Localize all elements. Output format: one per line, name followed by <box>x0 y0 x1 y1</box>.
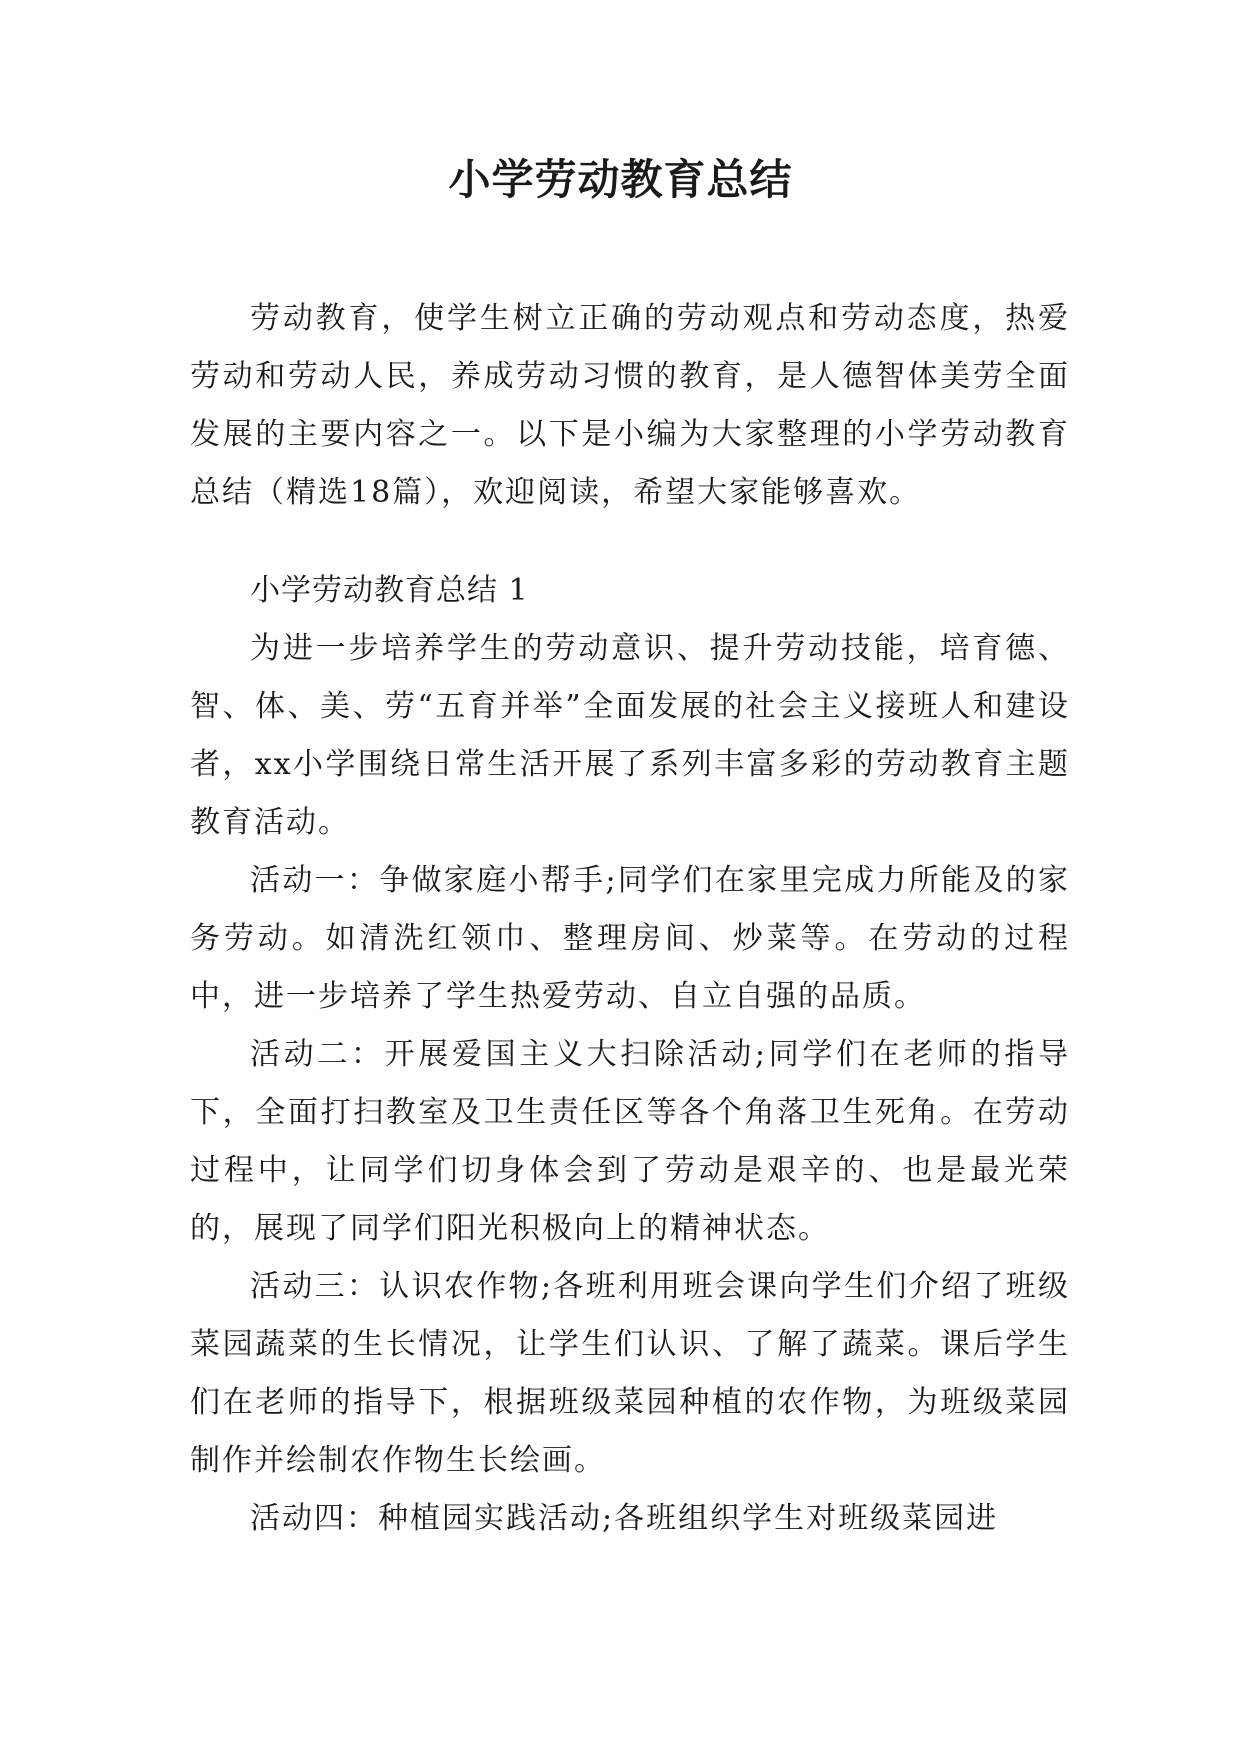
body-paragraph: 活动四：种植园实践活动;各班组织学生对班级菜园进 <box>250 1501 999 1536</box>
body-paragraph: 活动一：争做家庭小帮手;同学们在家里完成力所能及的家务劳动。如清洗红领巾、整理房间、炒菜等。在劳动的过程中，进一步培养了学生热爱劳动、自立自强的品质。 <box>190 863 1070 1014</box>
section-heading: 小学劳动教育总结 1 <box>250 573 529 608</box>
document-title: 小学劳动教育总结 <box>448 155 793 204</box>
body-paragraph: 为进一步培养学生的劳动意识、提升劳动技能，培育德、智、体、美、劳“五育并举”全面发展的社会主义接班人和建设者，xx小学围绕日常生活开展了系列丰富多彩的劳动教育主题教育活动。 <box>190 631 1070 840</box>
intro-paragraph: 劳动教育，使学生树立正确的劳动观点和劳动态度，热爱劳动和劳动人民，养成劳动习惯的教育，是人德智体美劳全面发展的主要内容之一。以下是小编为大家整理的小学劳动教育总结（精选18篇），欢迎阅读，希望大家能够喜欢。 <box>190 301 1070 510</box>
body-paragraph: 活动三：认识农作物;各班利用班会课向学生们介绍了班级菜园蔬菜的生长情况，让学生们认识、了解了蔬菜。课后学生们在老师的指导下，根据班级菜园种植的农作物，为班级菜园制作并绘制农作物生长绘画。 <box>190 1269 1070 1478</box>
document-body <box>190 290 1070 1548</box>
body-paragraph: 活动二：开展爱国主义大扫除活动;同学们在老师的指导下，全面打扫教室及卫生责任区等各个角落卫生死角。在劳动过程中，让同学们切身体会到了劳动是艰辛的、也是最光荣的，展现了同学们阳光积极向上的精神状态。 <box>190 1037 1070 1246</box>
